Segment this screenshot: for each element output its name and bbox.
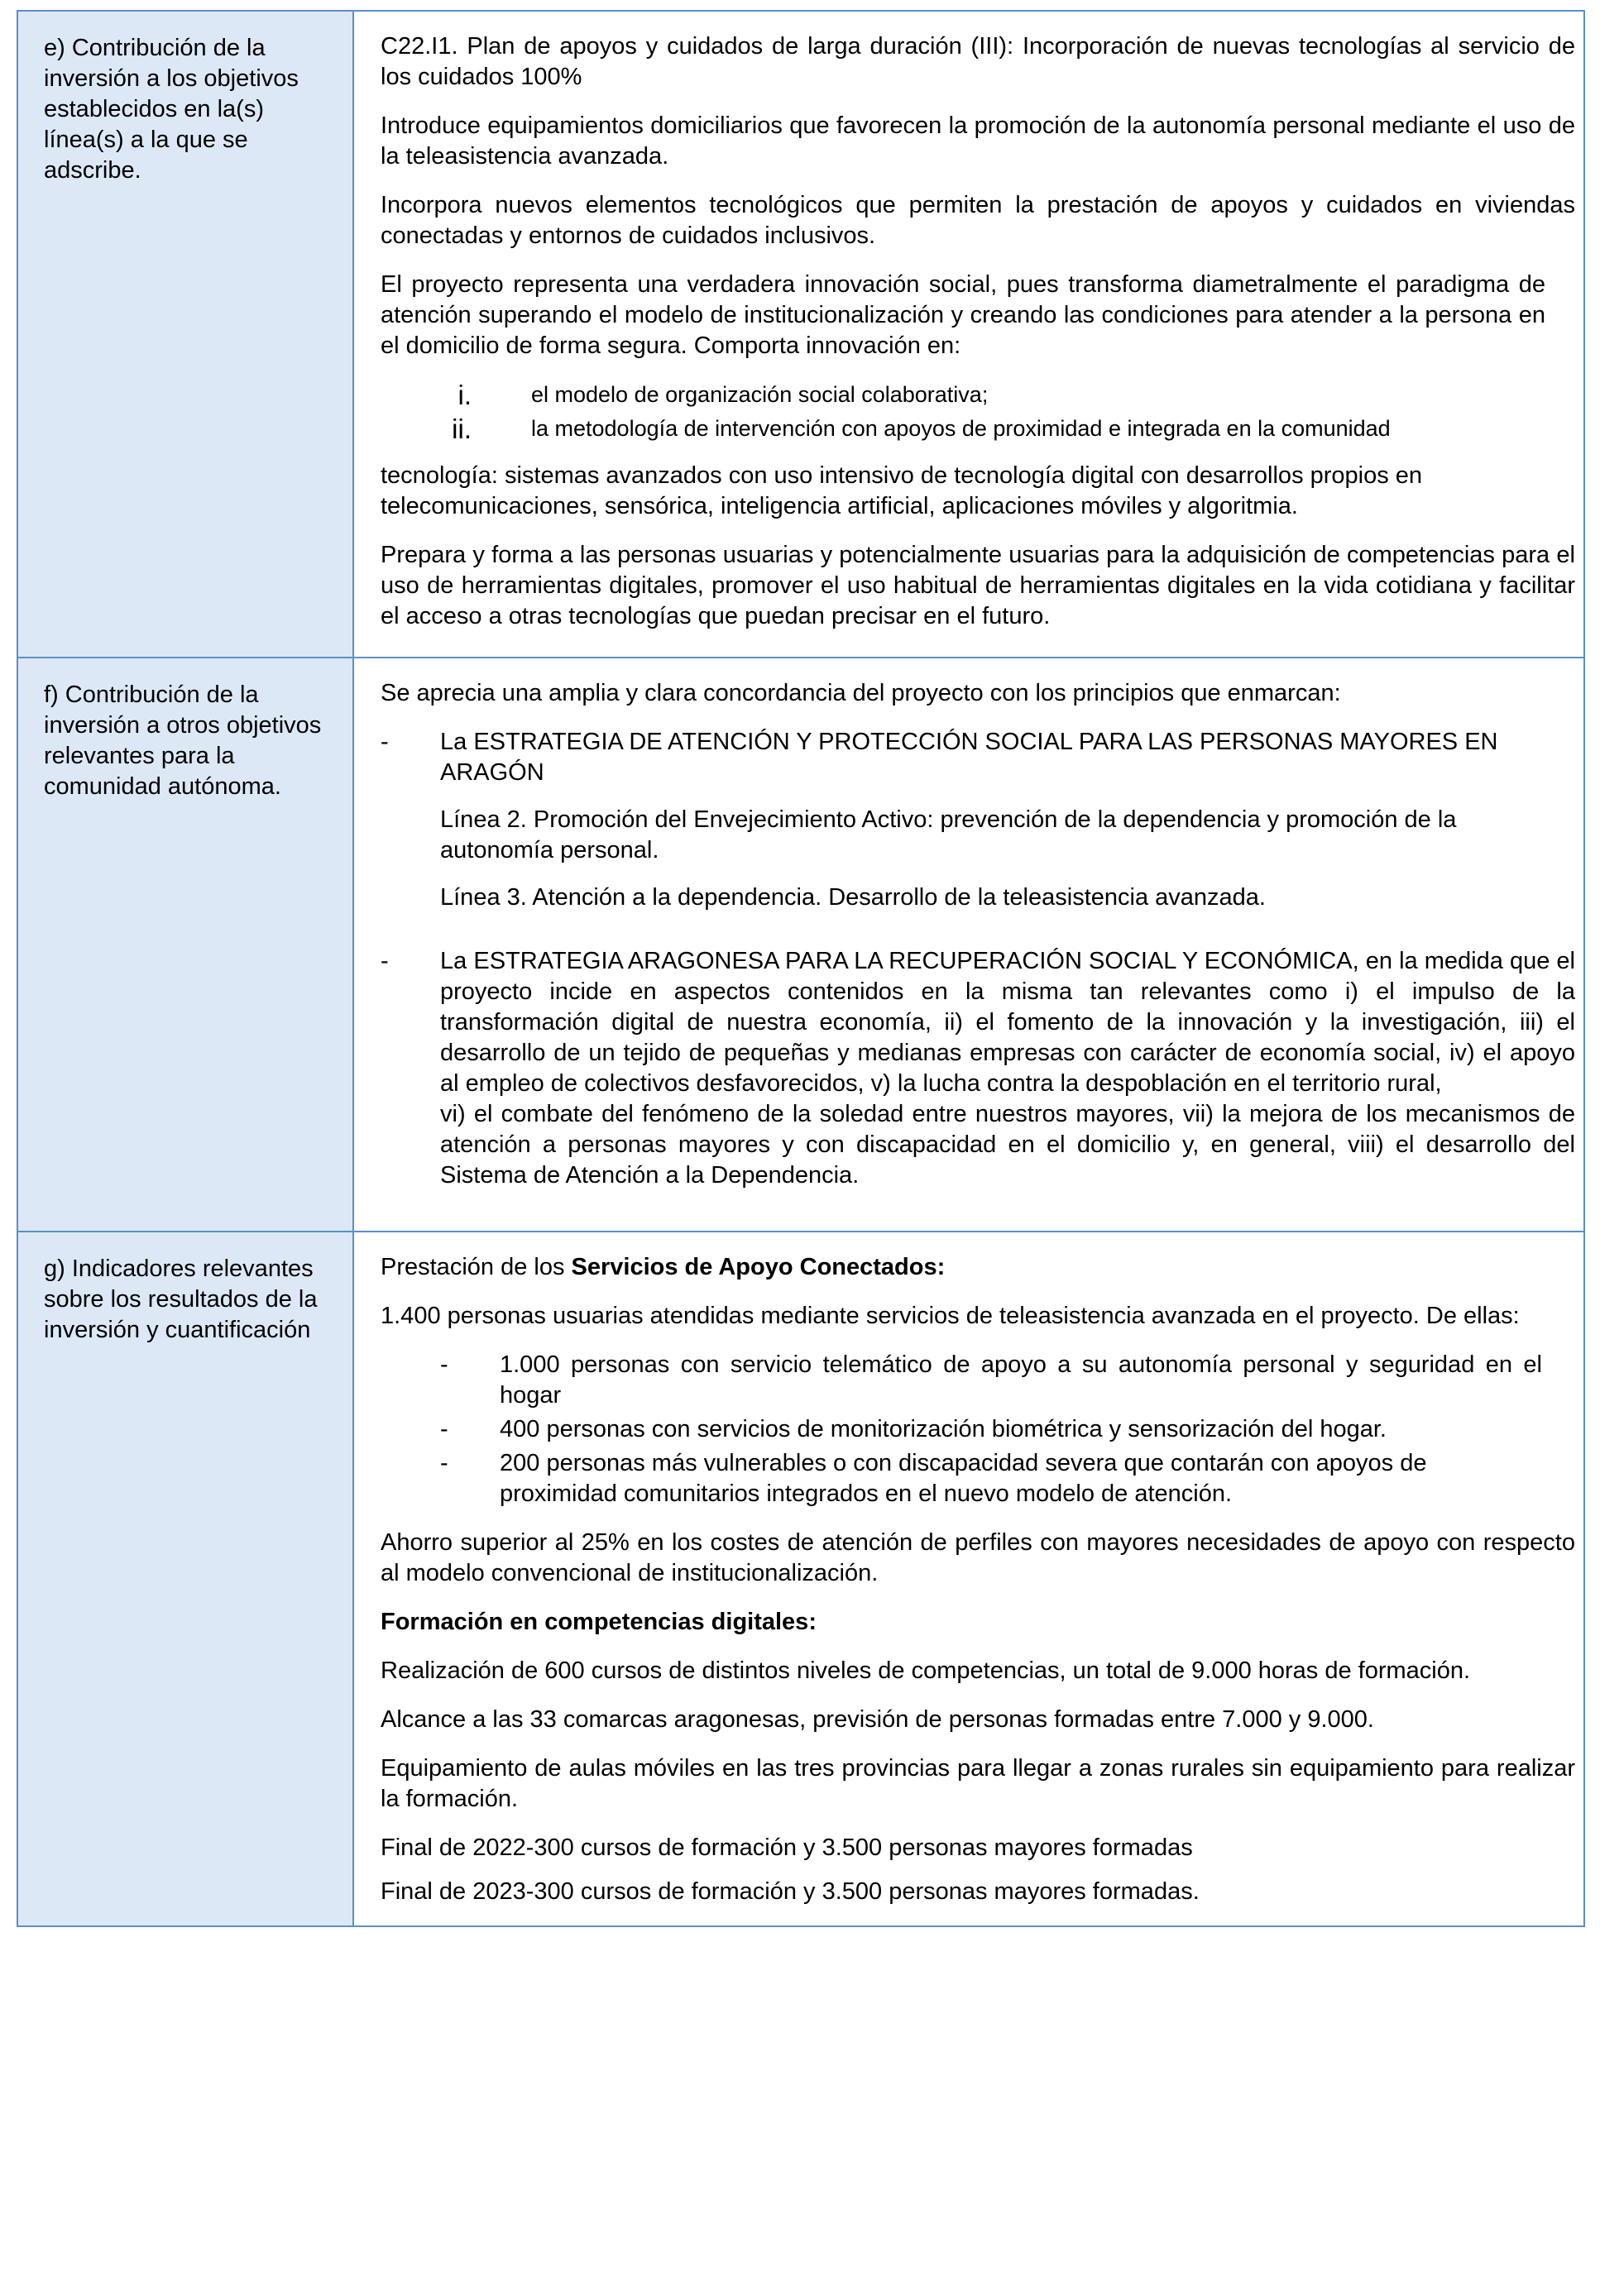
row-g-paragraph-3: Ahorro superior al 25% en los costes de atención de perfiles con mayores necesidades de apoyo con respecto al modelo convencional de institucionalización. [381,1529,1575,1586]
table-row-e [17,11,1584,658]
row-e-content [353,11,1584,658]
row-f-label: f) Contribución de la inversión a otros objetivos relevantes para la comunidad autónoma. [17,658,353,1232]
table-row-g [17,1232,1584,1926]
row-g-content [353,1232,1584,1926]
row-g-label: g) Indicadores relevantes sobre los resultados de la inversión y cuantificación [17,1232,353,1926]
heading-prefix: Prestación de los [381,1254,572,1280]
row-e-paragraph-1: C22.I1. Plan de apoyos y cuidados de larga duración (III): Incorporación de nuevas tecnologías al servicio de los cuidados 100% [381,33,1575,90]
list-item [381,380,1542,410]
bullet-list [381,1350,1542,1509]
row-g-paragraph-8: Final de 2022-300 cursos de formación y 3.500 personas mayores formadas [381,1834,1193,1861]
list-item-text: la metodología de intervención con apoyos de proximidad e integrada en la comunidad [531,416,1391,441]
strategy-1-line-2: Línea 2. Promoción del Envejecimiento Activo: prevención de la dependencia y promoción de la autonomía personal. [440,806,1457,863]
row-g-paragraph-5: Realización de 600 cursos de distintos niveles de competencias, un total de 9.000 horas de formación. [381,1657,1471,1684]
row-g-paragraph-2: 1.400 personas usuarias atendidas mediante servicios de teleasistencia avanzada en el proyecto. De ellas: [381,1303,1520,1329]
row-f-content [353,658,1584,1232]
list-item-number: i. [457,380,472,410]
table-row-f [17,658,1584,1232]
list-item-text: 200 personas más vulnerables o con discapacidad severa que contarán con apoyos de proximidad comunitarios integrados en el nuevo modelo de atención. [500,1450,1427,1507]
row-f-intro: Se aprecia una amplia y clara concordancia del proyecto con los principios que enmarcan: [381,680,1341,706]
heading-bold: Formación en competencias digitales: [381,1609,817,1635]
row-g-paragraph-7: Equipamiento de aulas móviles en las tres provincias para llegar a zonas rurales sin equipamiento para realizar la formación. [381,1755,1575,1812]
dash-bullet: - [440,1416,448,1442]
dash-bullet: - [381,729,389,755]
list-item-text: el modelo de organización social colaborativa; [531,382,989,407]
roman-list [381,380,1542,444]
strategy-1-line-3: Línea 3. Atención a la dependencia. Desarrollo de la teleasistencia avanzada. [440,884,1266,911]
strategy-body [440,727,1575,930]
row-e-label: e) Contribución de la inversión a los objetivos establecidos en la(s) línea(s) a la que se adscribe. [17,11,353,658]
row-e-paragraph-4: El proyecto representa una verdadera innovación social, pues transforma diametralmente el paradigma de atención superando el modelo de institucionalización y creando las condiciones para atender a la persona en el domicilio de forma segura. Comporta innovación en: [381,271,1545,359]
row-e-paragraph-6: Prepara y forma a las personas usuarias y potencialmente usuarias para la adquisición de competencias para el uso de herramientas digitales, promover el uso habitual de herramientas digitales en la vida cotidiana y facilitar el acceso a otras tecnologías que puedan precisar en el futuro. [381,542,1575,629]
list-item [381,1448,1542,1509]
row-e-paragraph-5: tecnología: sistemas avanzados con uso intensivo de tecnología digital con desarrollos propios en telecomunicaciones, sensórica, inteligencia artificial, aplicaciones móviles y algoritmia. [381,462,1423,519]
row-e-paragraph-3: Incorpora nuevos elementos tecnológicos que permiten la prestación de apoyos y cuidados en viviendas conectadas y entornos de cuidados inclusivos. [381,192,1575,249]
list-item-text: 1.000 personas con servicio telemático de apoyo a su autonomía personal y seguridad en el hogar [500,1351,1542,1409]
strategy-item [381,946,1575,1208]
strategy-body [440,946,1575,1208]
strategy-2-text-b: vi) el combate del fenómeno de la soledad entre nuestros mayores, vii) la mejora de los mecanismos de atención a personas mayores y con discapacidad en el domicilio y, en general, viii) el desarrollo del Sistema de Atención a la Dependencia. [440,1101,1575,1189]
list-item [381,1414,1542,1445]
strategy-item [381,727,1575,930]
list-item [381,414,1542,444]
row-g-paragraph-6: Alcance a las 33 comarcas aragonesas, previsión de personas formadas entre 7.000 y 9.000. [381,1706,1374,1733]
dash-bullet: - [440,1351,448,1378]
dash-bullet: - [381,948,389,974]
heading-bold: Servicios de Apoyo Conectados: [571,1254,946,1280]
strategy-1-title: La ESTRATEGIA DE ATENCIÓN Y PROTECCIÓN SOCIAL PARA LAS PERSONAS MAYORES EN ARAGÓN [440,729,1498,786]
list-item [381,1350,1542,1411]
dash-bullet: - [440,1450,448,1476]
row-g-paragraph-9: Final de 2023-300 cursos de formación y 3.500 personas mayores formadas. [381,1878,1200,1905]
list-item-text: 400 personas con servicios de monitorización biométrica y sensorización del hogar. [500,1416,1387,1442]
row-g-heading-services [381,1252,1575,1283]
row-e-paragraph-2: Introduce equipamientos domiciliarios que favorecen la promoción de la autonomía personal mediante el uso de la teleasistencia avanzada. [381,112,1575,170]
document-table [17,10,1585,1927]
list-item-number: ii. [452,414,472,444]
strategy-2-text-a: La ESTRATEGIA ARAGONESA PARA LA RECUPERACIÓN SOCIAL Y ECONÓMICA, en la medida que el proyecto incide en aspectos contenidos en la misma tan relevantes como i) el impulso de la transformación digital de nuestra economía, ii) el fomento de la innovación y la investigación, iii) el desarrollo de un tejido de pequeñas y medianas empresas con carácter de economía social, iv) el apoyo al empleo de colectivos desfavorecidos, v) la lucha contra la despoblación en el territorio rural, [440,948,1575,1097]
row-g-heading-training [381,1607,1575,1638]
